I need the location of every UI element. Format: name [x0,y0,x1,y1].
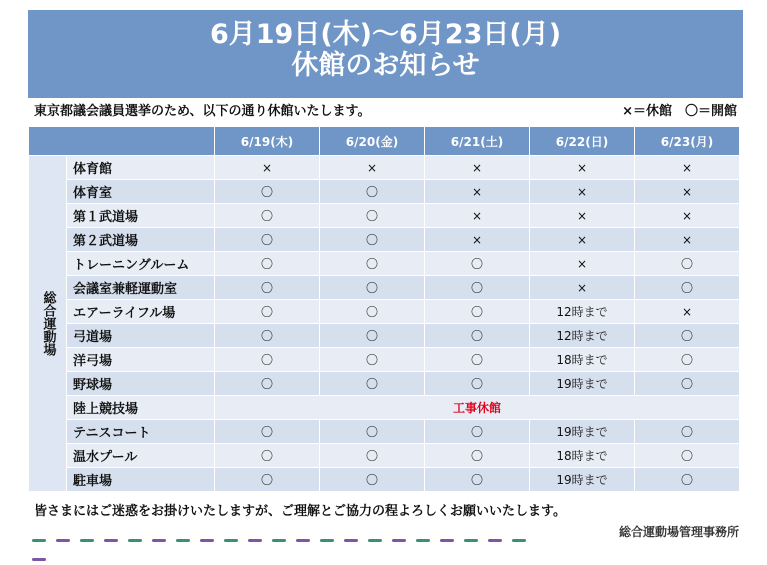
status-cell: 〇 [320,180,425,204]
status-cell: 〇 [635,276,740,300]
status-cell: 〇 [215,348,320,372]
facility-name: 駐車場 [67,468,215,492]
legend-text: ×＝休館 〇＝開館 [622,104,737,119]
facility-name: 陸上競技場 [67,396,215,420]
status-cell: 〇 [635,468,740,492]
status-cell: 〇 [425,252,530,276]
table-row [29,204,740,228]
status-cell: 〇 [635,444,740,468]
apology-text: 皆さまにはご迷惑をお掛けいたしますが、ご理解とご協力の程よろしくお願いいたします。 [34,504,566,519]
facility-name: エアーライフル場 [67,300,215,324]
title-banner [28,10,743,98]
table-row [29,396,740,420]
column-header: 6/20(金) [320,127,425,156]
category-text: 総合運動場 [40,291,56,356]
status-cell: 〇 [425,444,530,468]
facility-name: 弓道場 [67,324,215,348]
table-row [29,156,740,180]
column-header: 6/19(木) [215,127,320,156]
facility-name: テニスコート [67,420,215,444]
status-cell: × [530,276,635,300]
status-cell: 〇 [425,300,530,324]
status-cell: 〇 [320,324,425,348]
category-label [29,156,67,492]
status-cell: × [215,156,320,180]
status-cell: × [425,156,530,180]
status-cell: 〇 [320,372,425,396]
status-cell: 〇 [215,300,320,324]
status-cell: 〇 [320,348,425,372]
status-cell: 〇 [635,252,740,276]
status-cell: × [635,300,740,324]
column-header: 6/21(土) [425,127,530,156]
status-cell: 〇 [215,204,320,228]
status-cell: × [530,180,635,204]
table-row [29,300,740,324]
status-cell: × [320,156,425,180]
table-row [29,180,740,204]
table-row [29,444,740,468]
table-row [29,420,740,444]
status-cell: 〇 [320,300,425,324]
facility-name: 会議室兼軽運動室 [67,276,215,300]
status-cell: 〇 [215,228,320,252]
status-cell: 〇 [320,420,425,444]
banner-date-range: 6月19日(木)〜6月23日(月) [209,19,562,50]
status-cell: 〇 [215,324,320,348]
status-cell: × [425,204,530,228]
facility-name: 体育館 [67,156,215,180]
status-cell: 〇 [425,372,530,396]
facility-name: 第１武道場 [67,204,215,228]
status-cell: × [530,228,635,252]
table-row [29,348,740,372]
facility-name: トレーニングルーム [67,252,215,276]
facility-name: 体育室 [67,180,215,204]
facility-name: 温水プール [67,444,215,468]
closure-schedule-table [28,126,740,492]
status-cell: 〇 [425,348,530,372]
status-cell: 〇 [215,444,320,468]
status-cell: 〇 [635,348,740,372]
status-cell: 〇 [215,180,320,204]
status-cell: 19時まで [530,468,635,492]
status-cell: 〇 [425,468,530,492]
decorative-dash-line [32,527,552,533]
header-blank [29,127,215,156]
status-cell: 〇 [215,372,320,396]
table-row [29,372,740,396]
status-cell: 〇 [635,372,740,396]
status-cell: 〇 [320,228,425,252]
status-cell: 〇 [215,252,320,276]
table-row [29,468,740,492]
status-cell: 12時まで [530,324,635,348]
column-header: 6/23(月) [635,127,740,156]
notice-line [34,101,739,123]
facility-name: 野球場 [67,372,215,396]
status-cell: 12時まで [530,300,635,324]
table-row [29,324,740,348]
status-cell: × [530,204,635,228]
status-cell: 〇 [635,324,740,348]
status-cell: 18時まで [530,444,635,468]
status-cell: 19時まで [530,372,635,396]
status-cell: 〇 [215,276,320,300]
status-cell: 18時まで [530,348,635,372]
table-row [29,252,740,276]
status-cell: × [425,180,530,204]
status-cell: 〇 [215,420,320,444]
column-header: 6/22(日) [530,127,635,156]
status-cell: 〇 [425,324,530,348]
status-cell: × [635,228,740,252]
facility-name: 洋弓場 [67,348,215,372]
closed-note: 工事休館 [215,396,740,420]
banner-title: 休館のお知らせ [291,50,480,81]
status-cell: 〇 [320,468,425,492]
table-row [29,276,740,300]
status-cell: × [530,252,635,276]
status-cell: 〇 [425,420,530,444]
status-cell: 〇 [425,276,530,300]
status-cell: 〇 [320,276,425,300]
office-name: 総合運動場管理事務所 [618,525,739,539]
status-cell: 〇 [320,252,425,276]
status-cell: 〇 [635,420,740,444]
status-cell: × [635,180,740,204]
table-row [29,228,740,252]
status-cell: 〇 [320,204,425,228]
status-cell: 19時まで [530,420,635,444]
status-cell: 〇 [215,468,320,492]
dash-mark [32,558,46,561]
facility-name: 第２武道場 [67,228,215,252]
status-cell: 〇 [320,444,425,468]
notice-text: 東京都議会議員選挙のため、以下の通り休館いたします。 [34,104,371,119]
status-cell: × [635,156,740,180]
status-cell: × [635,204,740,228]
table-header-row [29,127,740,156]
status-cell: × [425,228,530,252]
status-cell: × [530,156,635,180]
